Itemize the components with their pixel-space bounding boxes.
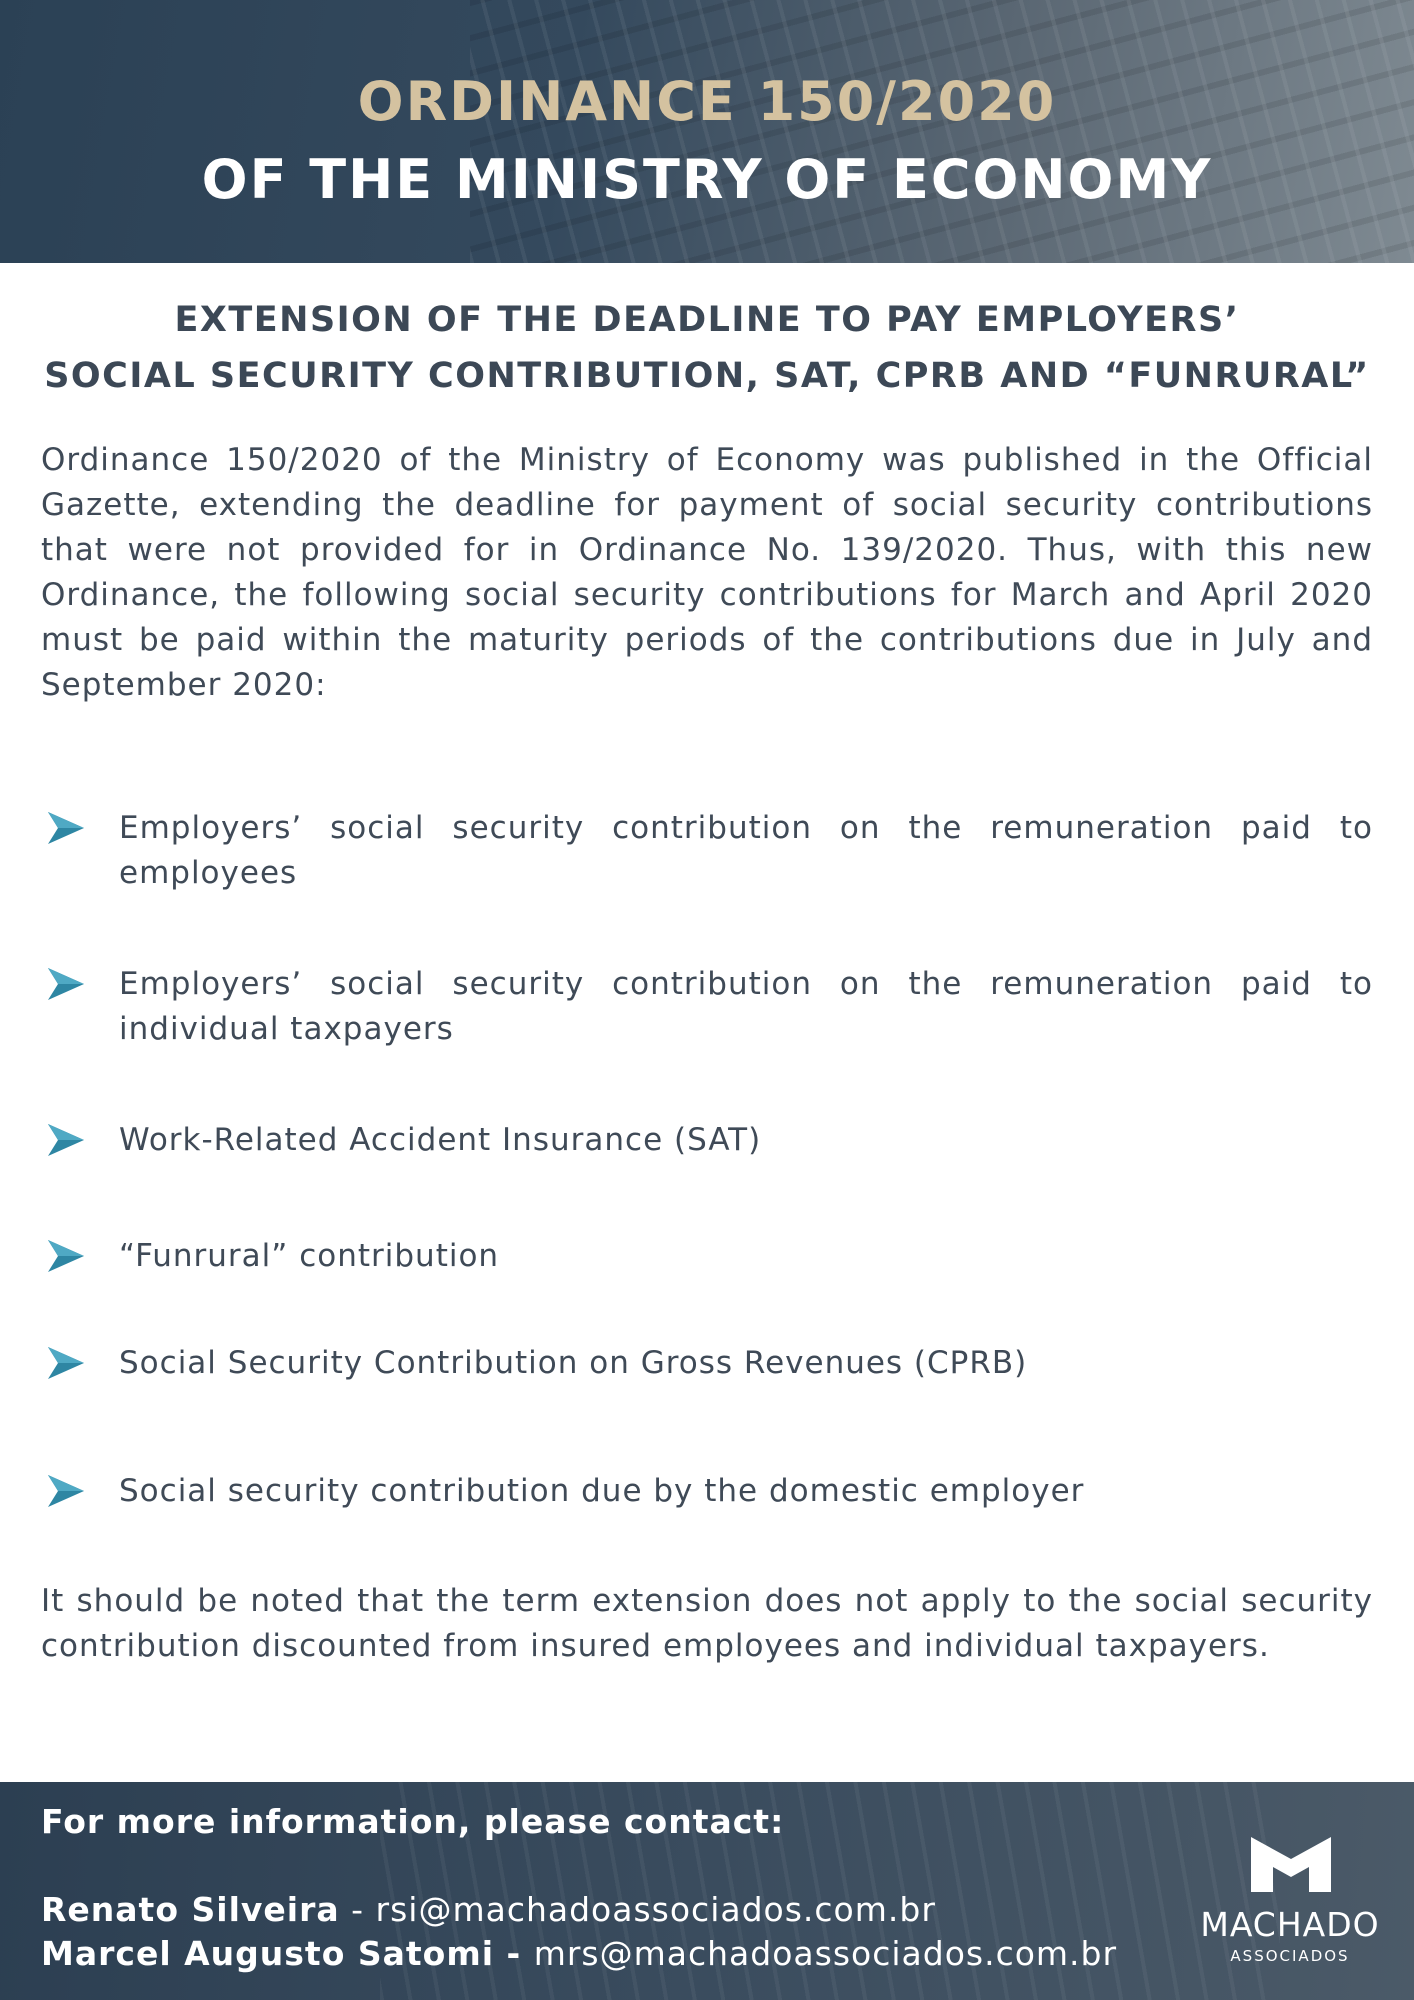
list-item-text: Work-Related Accident Insurance (SAT) [119,1122,762,1158]
intro-paragraph: Ordinance 150/2020 of the Ministry of Economy was published in the Official Gazette, extending the deadline for payment of social security contributions that were not provided for in Ordinance No. 139/2020. Thus, with this new Ordinance, the following social security contributions for March and April 2020 must be paid within the maturity periods of the contributions due in July and September 2020: [41,442,1373,703]
contact-line [41,1934,1117,1973]
logo-name: MACHADO [1200,1905,1380,1944]
logo-mark-icon [1251,1837,1331,1892]
subtitle [40,292,1374,404]
chevron-right-icon [46,1122,86,1158]
footer-banner [0,1782,1414,2000]
subtitle-line-2: SOCIAL SECURITY CONTRIBUTION, SAT, CPRB AND “FUNRURAL” [44,356,1370,396]
chevron-right-icon [46,1238,86,1274]
subtitle-line-1: EXTENSION OF THE DEADLINE TO PAY EMPLOYERS’ [174,300,1240,340]
chevron-right-icon [46,1345,86,1381]
list-item-text: Employers’ social security contribution on the remuneration paid to individual taxpayers [119,966,1373,1047]
title-line-2: OF THE MINISTRY OF ECONOMY [201,148,1213,211]
contact-separator: - [339,1890,376,1929]
header-banner [0,0,1414,263]
contact-name: Marcel Augusto Satomi [41,1934,495,1973]
machado-logo [1200,1837,1380,1977]
title-line-1: ORDINANCE 150/2020 [357,70,1057,133]
closing-paragraph: It should be noted that the term extension does not apply to the social security contribution discounted from insured employees and individual taxpayers. [41,1583,1373,1664]
list-item-text: Employers’ social security contribution on the remuneration paid to employees [119,810,1373,891]
chevron-right-icon [46,1473,86,1509]
list-item-text: Social security contribution due by the domestic employer [119,1473,1085,1509]
chevron-right-icon [46,966,86,1002]
list-item-text: Social Security Contribution on Gross Revenues (CPRB) [119,1345,1028,1381]
contact-heading: For more information, please contact: [41,1802,785,1841]
contact-email-link[interactable]: mrs@machadoassociados.com.br [533,1934,1118,1973]
chevron-right-icon [46,810,86,846]
contact-name: Renato Silveira [41,1890,340,1929]
logo-subtitle: ASSOCIADOS [1230,1947,1350,1965]
contact-line [41,1890,936,1929]
list-item-text: “Funrural” contribution [119,1238,500,1274]
contact-separator: - [494,1934,534,1973]
contact-email-link[interactable]: rsi@machadoassociados.com.br [375,1890,936,1929]
